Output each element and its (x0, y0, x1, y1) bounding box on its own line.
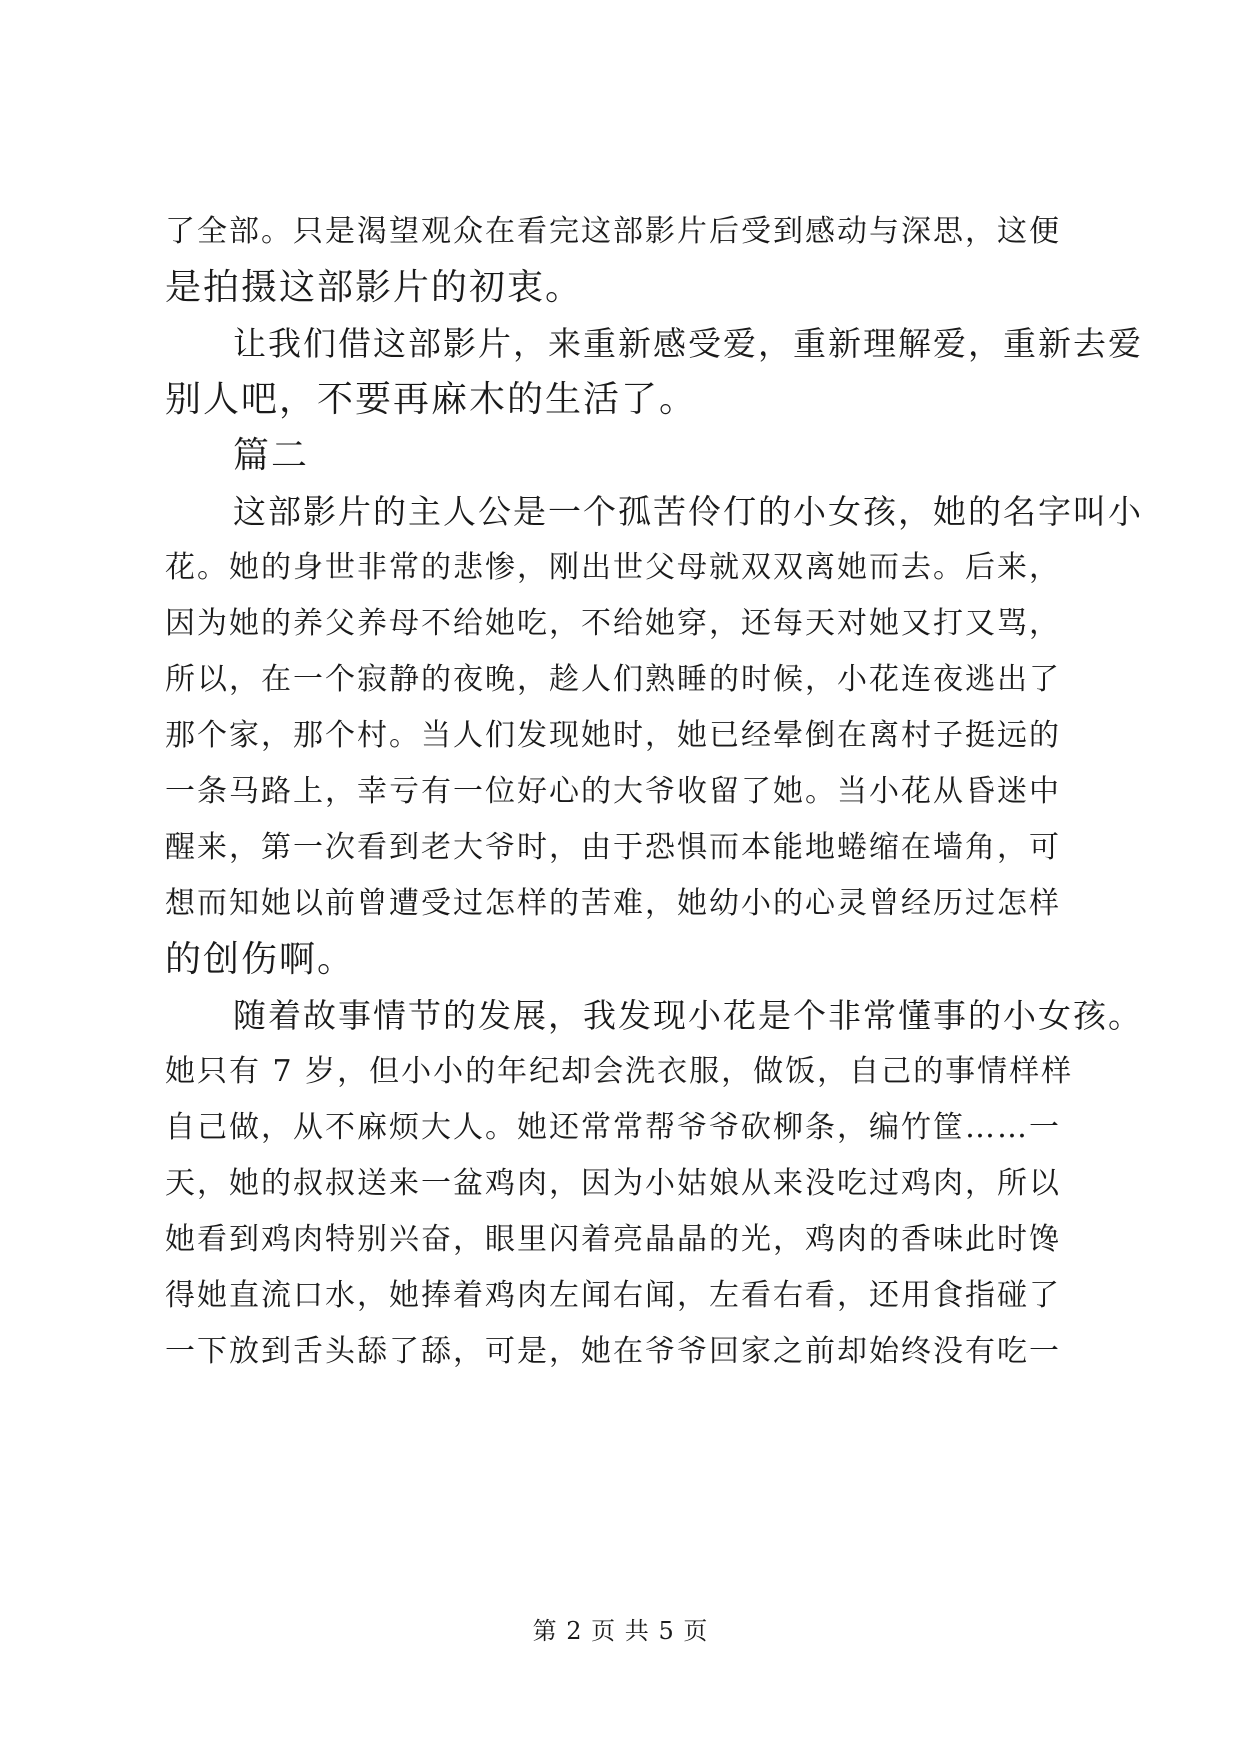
text-line: 花。她的身世非常的悲惨，刚出世父母就双双离她而去。后来， (165, 550, 1061, 585)
text-line: 她看到鸡肉特别兴奋，眼里闪着亮晶晶的光，鸡肉的香味此时馋 (165, 1222, 1061, 1257)
page-footer: 第 2 页 共 5 页 (532, 1617, 709, 1645)
text-line: 那个家，那个村。当人们发现她时，她已经晕倒在离村子挺远的 (165, 718, 1061, 753)
text-line: 醒来，第一次看到老大爷时，由于恐惧而本能地蜷缩在墙角，可 (165, 830, 1061, 865)
text-line: 所以，在一个寂静的夜晚，趁人们熟睡的时候，小花连夜逃出了 (165, 662, 1061, 697)
text-line: 是拍摄这部影片的初衷。 (165, 267, 584, 308)
text-line: 天，她的叔叔送来一盆鸡肉，因为小姑娘从来没吃过鸡肉，所以 (165, 1166, 1061, 1201)
text-line: 她只有 7 岁，但小小的年纪却会洗衣服，做饭，自己的事情样样 (165, 1054, 1074, 1089)
text-line: 因为她的养父养母不给她吃，不给她穿，还每天对她又打又骂， (165, 606, 1061, 641)
text-line: 别人吧，不要再麻木的生活了。 (165, 379, 698, 420)
text-line: 一条马路上，幸亏有一位好心的大爷收留了她。当小花从昏迷中 (165, 774, 1061, 809)
text-line: 得她直流口水，她捧着鸡肉左闻右闻，左看右看，还用食指碰了 (165, 1278, 1061, 1313)
text-line: 这部影片的主人公是一个孤苦伶仃的小女孩，她的名字叫小 (233, 492, 1143, 531)
text-line: 让我们借这部影片，来重新感受爱，重新理解爱，重新去爱 (233, 324, 1143, 363)
text-line: 随着故事情节的发展，我发现小花是个非常懂事的小女孩。 (233, 996, 1143, 1035)
text-line: 自己做，从不麻烦大人。她还常常帮爷爷砍柳条，编竹筐……一 (165, 1110, 1061, 1145)
text-line: 的创伤啊。 (165, 939, 356, 980)
text-line: 一下放到舌头舔了舔，可是，她在爷爷回家之前却始终没有吃一 (165, 1334, 1061, 1369)
section-heading: 篇二 (233, 435, 310, 476)
text-line: 想而知她以前曾遭受过怎样的苦难，她幼小的心灵曾经历过怎样 (165, 886, 1061, 921)
text-line: 了全部。只是渴望观众在看完这部影片后受到感动与深思，这便 (165, 214, 1061, 249)
